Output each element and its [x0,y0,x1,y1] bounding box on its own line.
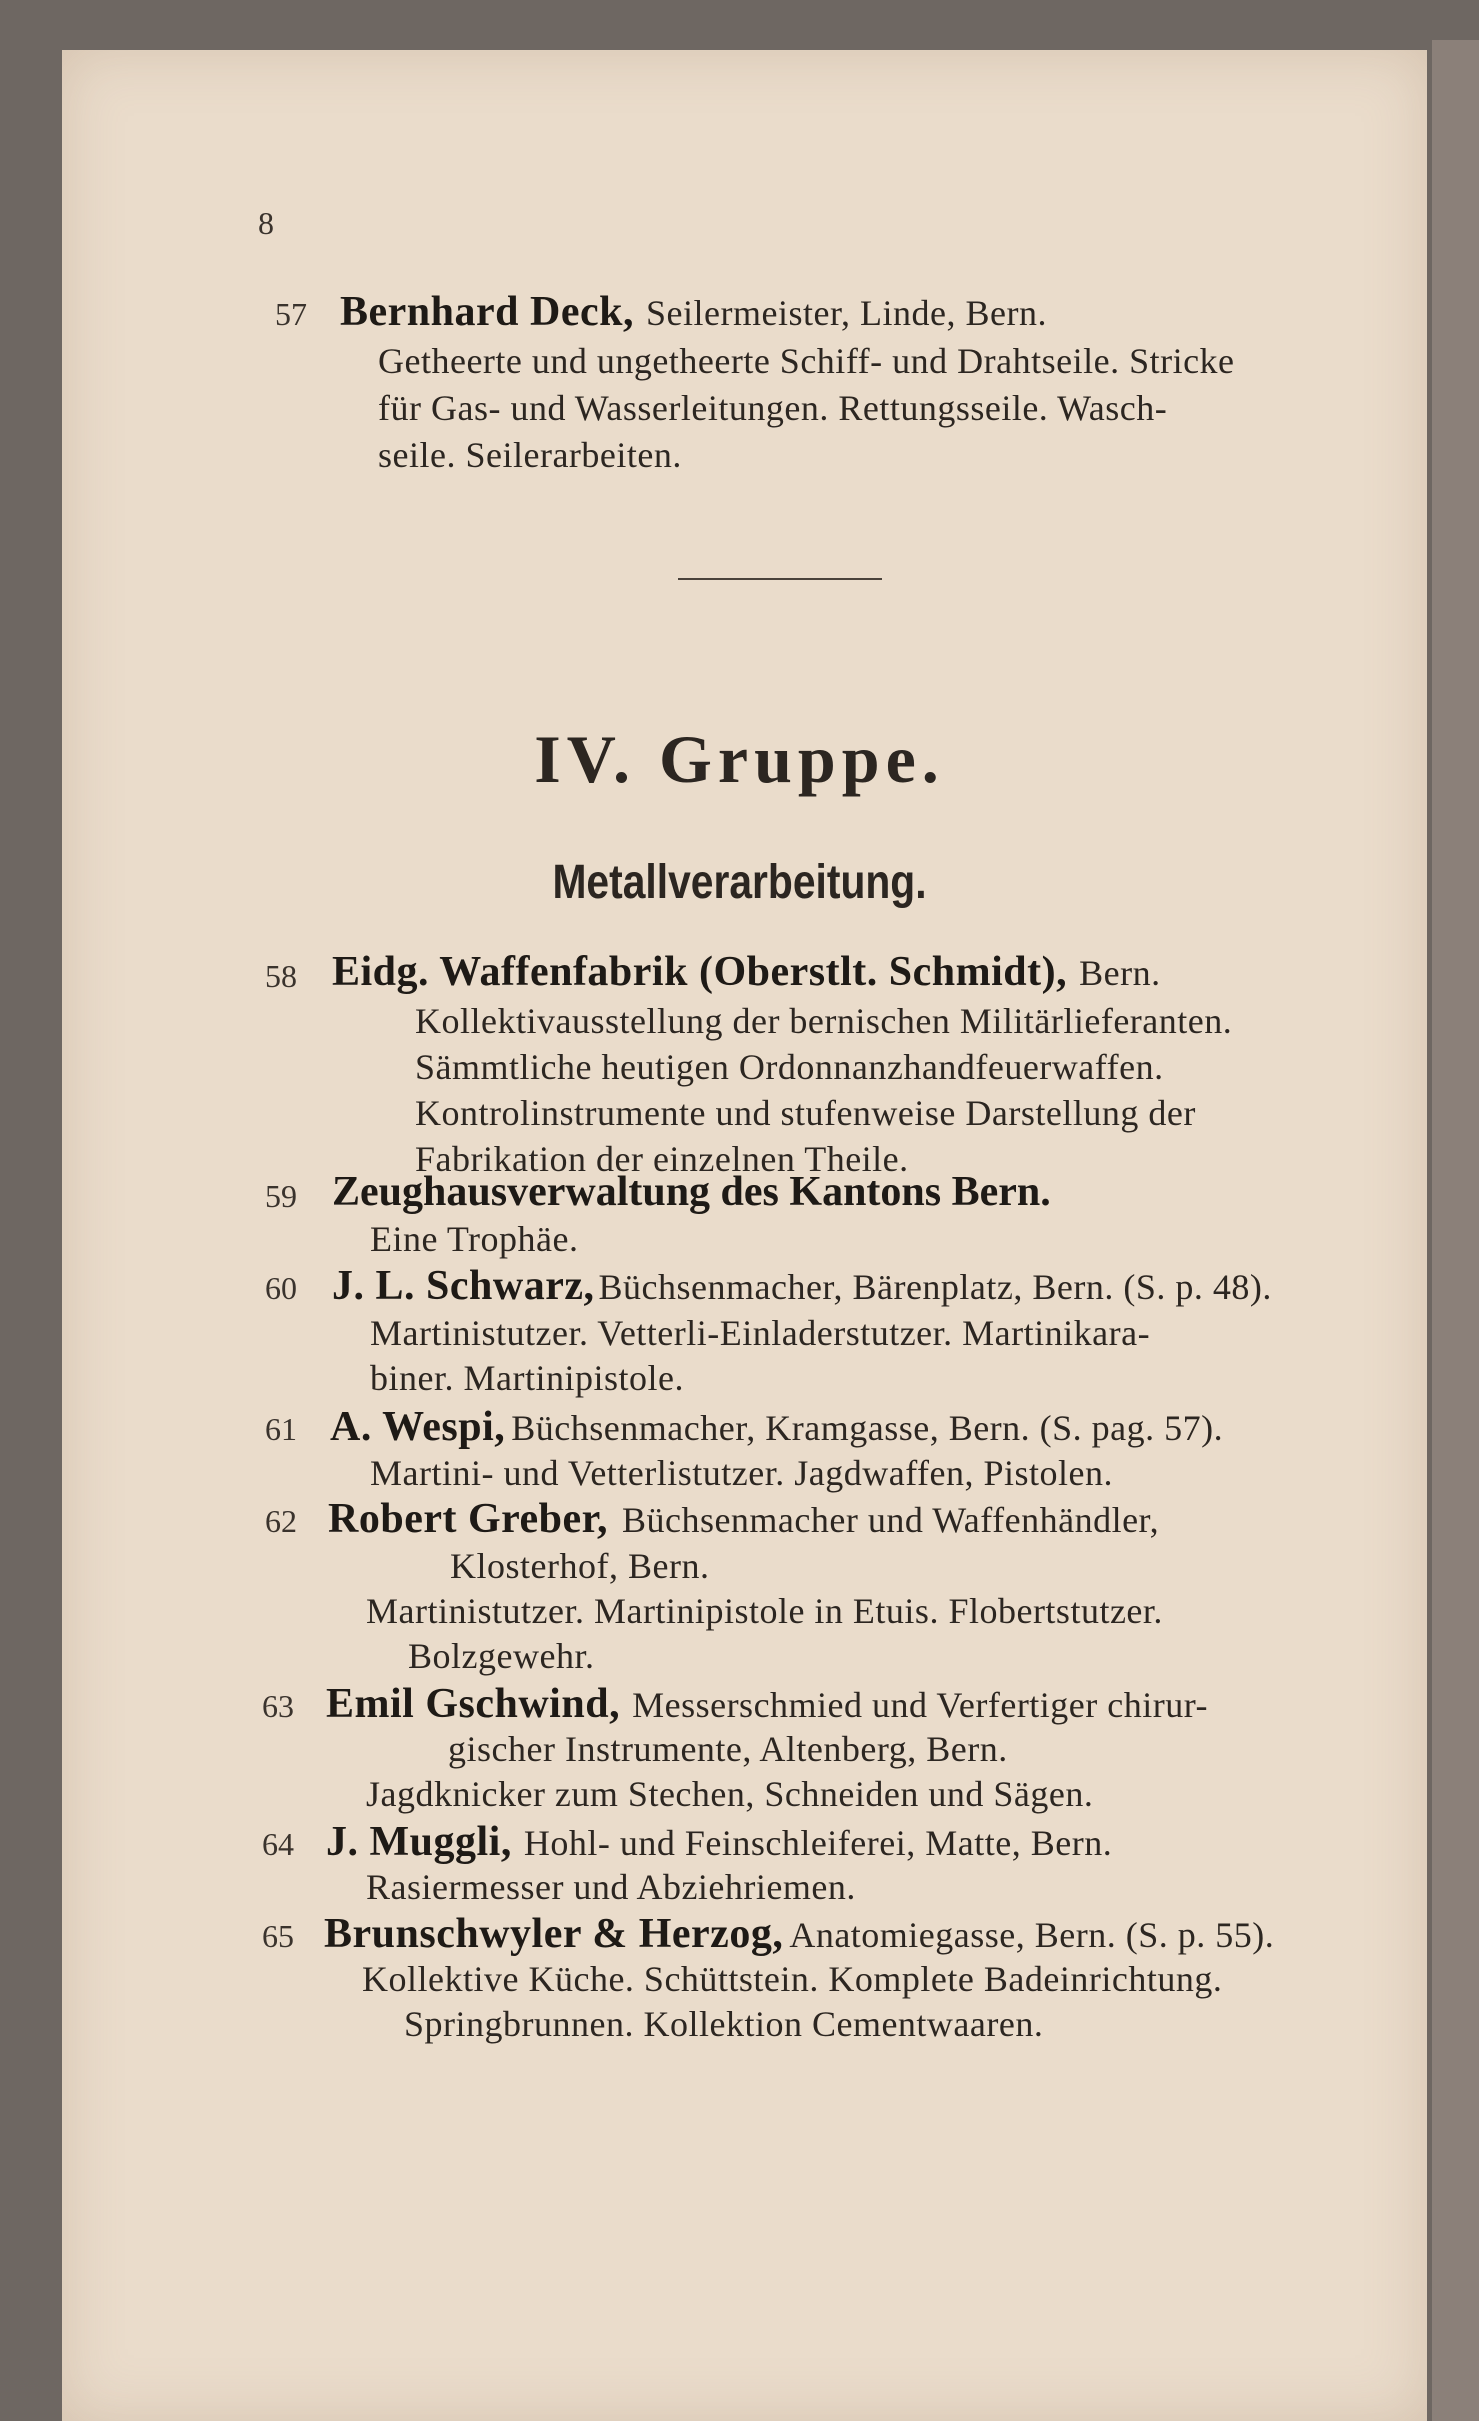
entry-line: Martinistutzer. Martinipistole in Etuis. Flobertstutzer. [366,1591,1163,1631]
entry-line: Springbrunnen. Kollektion Cementwaaren. [404,2004,1044,2044]
entry-line: biner. Martinipistole. [370,1358,684,1398]
entry-number: 60 [265,1270,297,1306]
group-heading: IV. Gruppe. [534,721,945,797]
page-number: 8 [258,205,274,241]
entry-line: Kollektive Küche. Schüttstein. Komplete Badeinrichtung. [362,1959,1223,1999]
entry-line: Martinistutzer. Vetterli-Einladerstutzer. Martinikara- [370,1313,1151,1353]
entry-number: 59 [265,1178,297,1214]
entry-first-line [330,1403,1223,1451]
exhibitor-name: Brunschwyler & Herzog, [324,1911,784,1957]
exhibitor-details: Büchsenmacher, Bärenplatz, Bern. (S. p. 48). [598,1267,1272,1307]
exhibitor-details: Messerschmied und Verfertiger chirur- [632,1685,1208,1725]
exhibitor-name: Emil Gschwind, [326,1681,621,1727]
exhibitor-details: Anatomiegasse, Bern. (S. p. 55). [789,1915,1275,1955]
entry-line: für Gas- und Wasserleitungen. Rettungsseile. Wasch- [378,388,1168,428]
entry-line: Martini- und Vetterlistutzer. Jagdwaffen, Pistolen. [370,1453,1114,1493]
entry-number: 58 [265,958,297,994]
entry-line: Kollektivausstellung der bernischen Militärlieferanten. [415,1001,1233,1041]
entry-line: Klosterhof, Bern. [450,1546,710,1586]
exhibitor-name: A. Wespi, [330,1404,506,1450]
exhibitor-details: Büchsenmacher, Kramgasse, Bern. (S. pag. 57). [511,1408,1224,1448]
entry-line: Getheerte und ungetheerte Schiff- und Drahtseile. Stricke [378,341,1235,381]
entry-line: seile. Seilerarbeiten. [378,435,682,475]
exhibitor-details: Büchsenmacher und Waffenhändler, [621,1500,1160,1540]
entry-number: 64 [262,1826,294,1862]
exhibitor-name: J. L. Schwarz, [332,1263,595,1309]
entry-first-line [326,1818,1112,1866]
entry-number: 61 [265,1411,297,1447]
exhibitor-name: Eidg. Waffenfabrik (Oberstlt. Schmidt), [332,949,1068,995]
entry-line: Eine Trophäe. [370,1219,579,1259]
entry-number: 63 [262,1688,294,1724]
exhibitor-name: Robert Greber, [328,1496,608,1542]
entry-first-line [326,1680,1208,1728]
entry-first-line [328,1495,1159,1543]
entry-line: Rasiermesser und Abziehriemen. [366,1867,856,1907]
exhibitor-details: Bern. [1079,953,1161,993]
entry-line: Kontrolinstrumente und stufenweise Darstellung der [415,1093,1196,1133]
section-heading: Metallverarbeitung. [552,856,927,909]
exhibitor-name: Zeughausverwaltung des Kantons Bern. [332,1169,1051,1215]
exhibitor-name: J. Muggli, [326,1819,512,1865]
entry-first-line [324,1910,1274,1958]
book-spine [1432,40,1479,2421]
exhibitor-name: Bernhard Deck, [340,289,634,335]
entry-number: 57 [275,296,307,332]
entry-first-line [332,948,1161,996]
entry-line: Fabrikation der einzelnen Theile. [415,1139,909,1179]
divider-rule [678,578,882,580]
exhibitor-details: Hohl- und Feinschleiferei, Matte, Bern. [523,1823,1113,1863]
entry-number: 62 [265,1503,297,1539]
entry-first-line [332,1262,1272,1310]
entry-line: Bolzgewehr. [408,1636,595,1676]
entry-line: gischer Instrumente, Altenberg, Bern. [448,1729,1008,1769]
entry-line: Jagdknicker zum Stechen, Schneiden und Sägen. [366,1774,1094,1814]
exhibitor-details: Seilermeister, Linde, Bern. [646,293,1047,333]
entry-line: Sämmtliche heutigen Ordonnanzhandfeuerwaffen. [415,1047,1164,1087]
entry-first-line [340,288,1047,336]
entry-number: 65 [262,1918,294,1954]
